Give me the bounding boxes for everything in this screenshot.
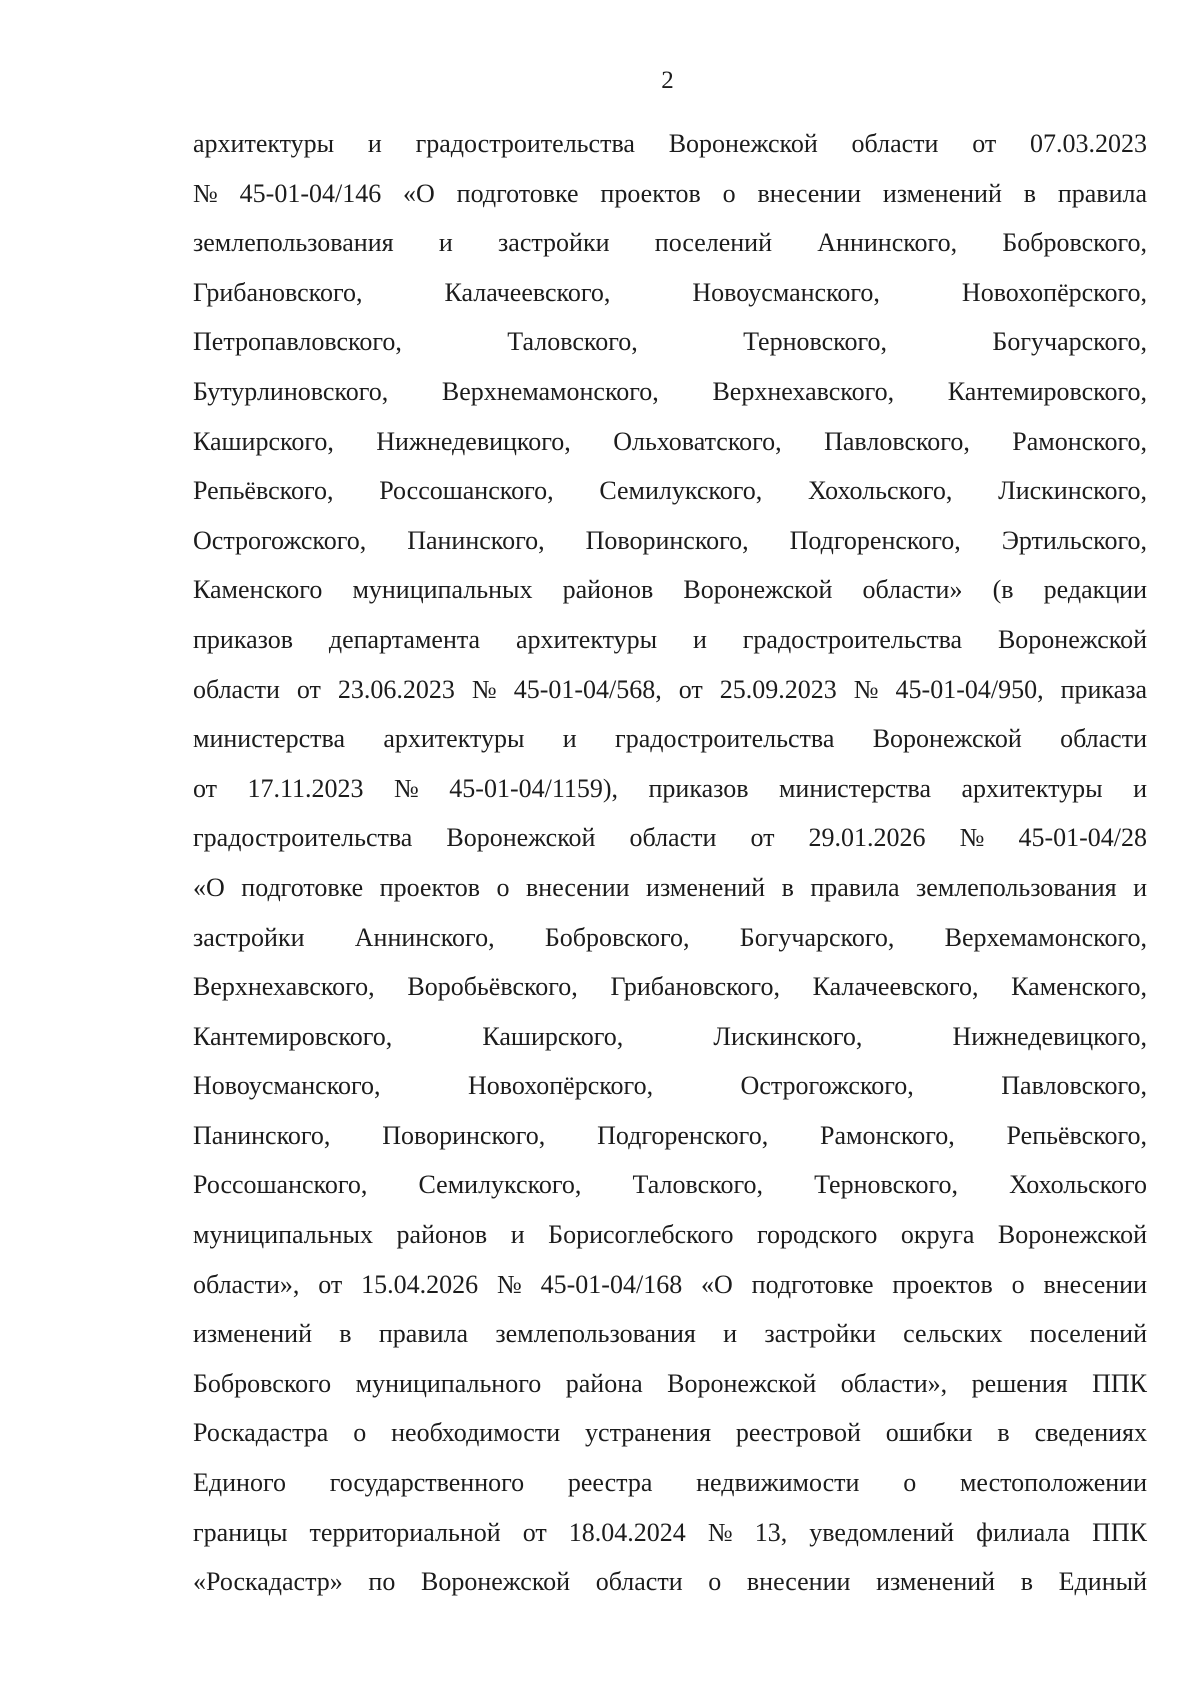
text-line: Панинского, Поворинского, Подгоренского, Рамонского, Репьёвского, bbox=[193, 1120, 1147, 1150]
text-line: Верхнехавского, Воробьёвского, Грибановского, Калачеевского, Каменского, bbox=[193, 972, 1147, 1002]
text-line: землепользования и застройки поселений Аннинского, Бобровского, bbox=[193, 228, 1147, 258]
text-line: изменений в правила землепользования и застройки сельских поселений bbox=[193, 1319, 1147, 1349]
text-line: муниципальных районов и Борисоглебского городского округа Воронежской bbox=[193, 1220, 1147, 1250]
text-line: области от 23.06.2023 № 45-01-04/568, от 25.09.2023 № 45-01-04/950, приказа bbox=[193, 674, 1147, 704]
text-line: архитектуры и градостроительства Воронежской области от 07.03.2023 bbox=[193, 129, 1147, 158]
text-line: градостроительства Воронежской области от 29.01.2026 № 45-01-04/28 bbox=[193, 823, 1147, 853]
page-number: 2 bbox=[661, 67, 674, 94]
text-line: застройки Аннинского, Бобровского, Богучарского, Верхемамонского, bbox=[193, 922, 1147, 952]
text-line: Роскадастра о необходимости устранения реестровой ошибки в сведениях bbox=[193, 1418, 1147, 1448]
text-line: от 17.11.2023 № 45-01-04/1159), приказов министерства архитектуры и bbox=[193, 773, 1147, 803]
text-line: приказов департамента архитектуры и градостроительства Воронежской bbox=[193, 624, 1147, 654]
text-line: Бутурлиновского, Верхнемамонского, Верхнехавского, Кантемировского, bbox=[193, 376, 1147, 406]
text-line: Единого государственного реестра недвижимости о местоположении bbox=[193, 1468, 1147, 1498]
text-line: «Роскадастр» по Воронежской области о внесении изменений в Единый bbox=[193, 1567, 1147, 1597]
text-line: министерства архитектуры и градостроительства Воронежской области bbox=[193, 724, 1147, 754]
text-line: Россошанского, Семилукского, Таловского, Терновского, Хохольского bbox=[193, 1170, 1147, 1200]
text-line: области», от 15.04.2026 № 45-01-04/168 «О подготовке проектов о внесении bbox=[193, 1269, 1147, 1299]
text-line: Репьёвского, Россошанского, Семилукского, Хохольского, Лискинского, bbox=[193, 476, 1147, 506]
text-line: № 45-01-04/146 «О подготовке проектов о внесении изменений в правила bbox=[193, 178, 1147, 208]
text-line: Острогожского, Панинского, Поворинского, Подгоренского, Эртильского, bbox=[193, 525, 1147, 555]
text-line: Кантемировского, Каширского, Лискинского, Нижнедевицкого, bbox=[193, 1021, 1147, 1051]
text-line: границы территориальной от 18.04.2024 № 13, уведомлений филиала ППК bbox=[193, 1517, 1147, 1547]
text-line: Петропавловского, Таловского, Терновского, Богучарского, bbox=[193, 327, 1147, 357]
text-line: Грибановского, Калачеевского, Новоусманского, Новохопёрского, bbox=[193, 277, 1147, 307]
text-line: Новоусманского, Новохопёрского, Острогожского, Павловского, bbox=[193, 1071, 1147, 1101]
body-paragraph bbox=[193, 119, 1147, 1607]
text-line: «О подготовке проектов о внесении изменений в правила землепользования и bbox=[193, 872, 1147, 902]
text-line: Каширского, Нижнедевицкого, Ольховатского, Павловского, Рамонского, bbox=[193, 426, 1147, 456]
text-line: Каменского муниципальных районов Воронежской области» (в редакции bbox=[193, 575, 1147, 605]
text-line: Бобровского муниципального района Воронежской области», решения ППК bbox=[193, 1368, 1147, 1398]
